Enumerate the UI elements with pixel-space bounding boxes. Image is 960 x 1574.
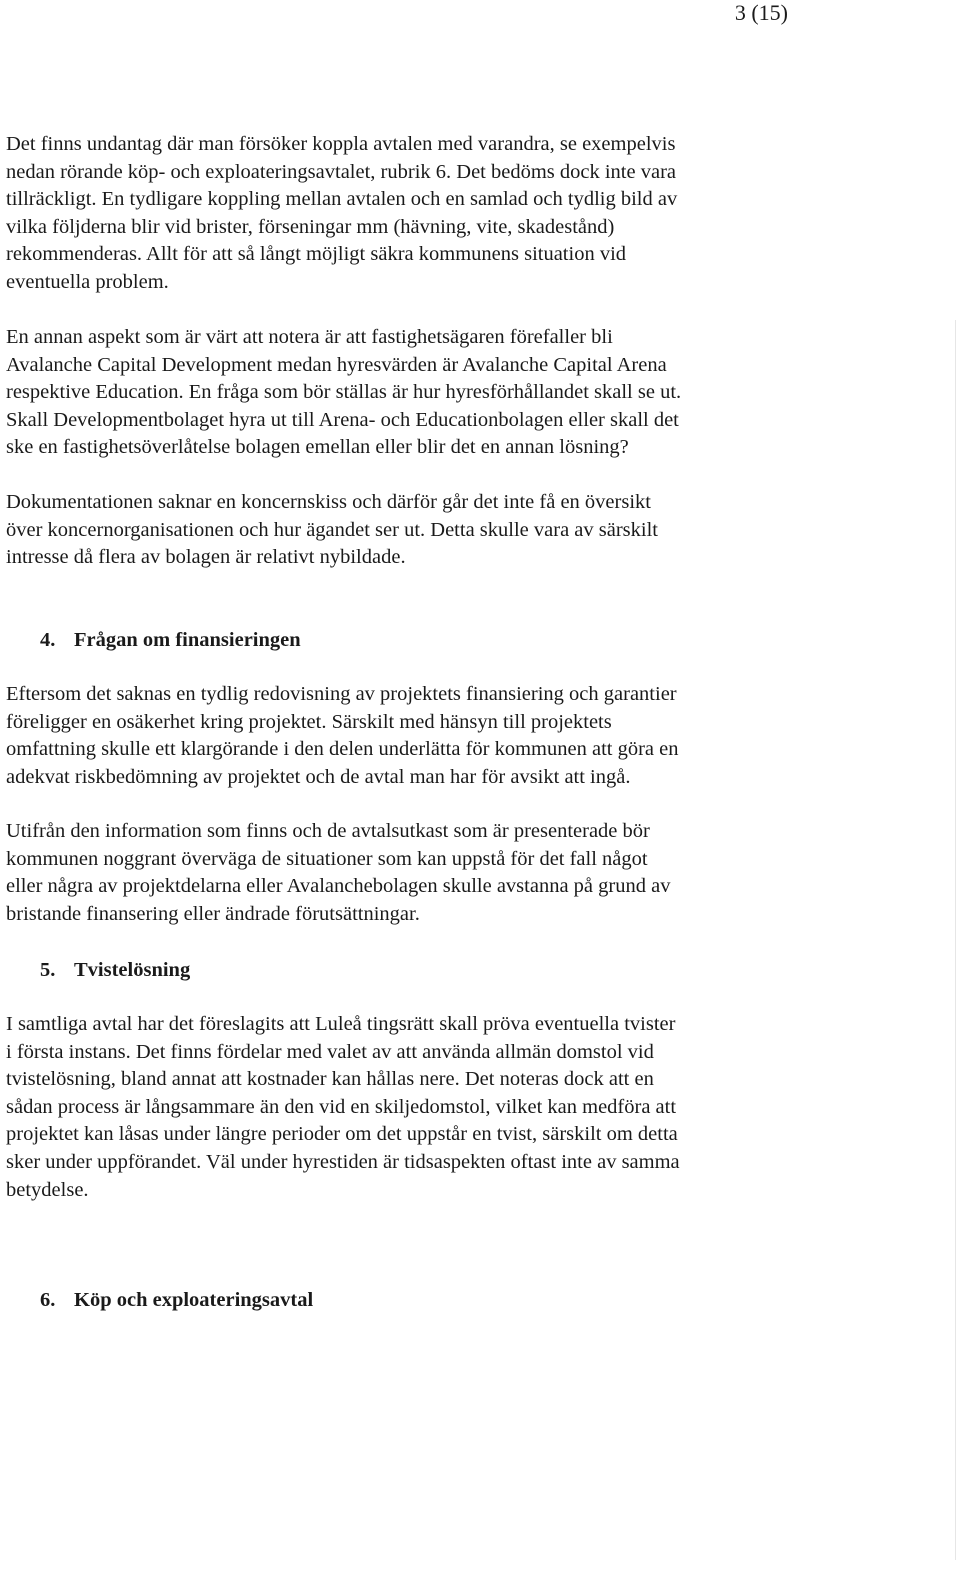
text-line: i första instans. Det finns fördelar med valet av att använda allmän domstol vid: [6, 1040, 654, 1063]
text-line: I samtliga avtal har det föreslagits att Luleå tingsrätt skall pröva eventuella tvister: [6, 1013, 676, 1035]
paragraph-group-structure: [6, 489, 806, 572]
text-line: Det finns undantag där man försöker koppla avtalen med varandra, se exempelvis: [6, 133, 676, 155]
text-line: omfattning skulle ett klargörande i den delen underlätta för kommunen att göra en: [6, 738, 679, 761]
section-number: 4.: [40, 629, 56, 651]
text-line: över koncernorganisationen och hur ägandet ser ut. Detta skulle vara av särskilt: [6, 518, 658, 541]
text-line: Skall Developmentbolaget hyra ut till Arena- och Educationbolagen eller skall det: [6, 408, 679, 431]
text-line: Dokumentationen saknar en koncernskiss och därför går det inte få en översikt: [6, 491, 651, 513]
text-line: eventuella problem.: [6, 270, 169, 293]
text-line: adekvat riskbedömning av projektet och de avtal man har för avsikt att ingå.: [6, 765, 631, 788]
section-heading-dispute-resolution: [40, 957, 190, 984]
text-line: eller några av projektdelarna eller Avalanchebolagen skulle avstanna på grund av: [6, 875, 671, 898]
section-title: Tvistelösning: [74, 959, 191, 981]
text-line: Utifrån den information som finns och de avtalsutkast som är presenterade bör: [6, 820, 650, 842]
paragraph-district-court: [6, 1011, 806, 1204]
scan-edge-divider: [955, 320, 956, 1560]
text-line: vilka följderna blir vid brister, förseningar mm (hävning, vite, skadestånd): [6, 215, 615, 238]
text-line: bristande finansering eller ändrade förutsättningar.: [6, 902, 420, 925]
text-line: sådan process är långsammare än den vid en skiljedomstol, vilket kan medföra att: [6, 1095, 677, 1118]
paragraph-municipality-risk: [6, 818, 806, 928]
section-heading-financing: [40, 627, 301, 654]
text-line: kommunen noggrant överväga de situationer som kan uppstå för det fall något: [6, 847, 648, 870]
section-title: Frågan om finansieringen: [74, 629, 301, 651]
section-number: 6.: [40, 1289, 56, 1311]
text-line: En annan aspekt som är värt att notera är att fastighetsägaren förefaller bli: [6, 326, 613, 348]
page-number: 3 (15): [734, 0, 788, 25]
paragraph-financing-uncertainty: [6, 681, 806, 791]
text-line: intresse då flera av bolagen är relativt nybildade.: [6, 546, 406, 569]
text-line: rekommenderas. Allt för att så långt möjligt säkra kommunens situation vid: [6, 243, 627, 266]
text-line: betydelse.: [6, 1178, 89, 1201]
text-line: Avalanche Capital Development medan hyresvärden är Avalanche Capital Arena: [6, 353, 667, 376]
section-heading-purchase-agreement: [40, 1287, 313, 1314]
text-line: tillräckligt. En tydligare koppling mellan avtalen och en samlad och tydlig bild av: [6, 188, 678, 211]
paragraph-contract-linkage: [6, 131, 806, 297]
section-title: Köp och exploateringsavtal: [74, 1289, 314, 1311]
text-line: projektet kan låsas under längre perioder om det uppstår en tvist, särskilt om detta: [6, 1123, 678, 1146]
text-line: tvistelösning, bland annat att kostnader kan hållas nere. Det noteras dock att en: [6, 1068, 654, 1091]
text-line: ske en fastighetsöverlåtelse bolagen emellan eller blir det en annan lösning?: [6, 436, 629, 459]
text-line: nedan rörande köp- och exploateringsavtalet, rubrik 6. Det bedöms dock inte vara: [6, 160, 677, 183]
section-number: 5.: [40, 959, 56, 981]
text-line: respektive Education. En fråga som bör ställas är hur hyresförhållandet skall se ut.: [6, 381, 682, 404]
text-line: sker under uppförandet. Väl under hyrestiden är tidsaspekten oftast inte av samma: [6, 1150, 680, 1173]
text-line: föreligger en osäkerhet kring projektet. Särskilt med hänsyn till projektets: [6, 710, 612, 733]
text-line: Eftersom det saknas en tydlig redovisning av projektets finansiering och garantier: [6, 683, 677, 705]
paragraph-property-owner: [6, 324, 806, 462]
